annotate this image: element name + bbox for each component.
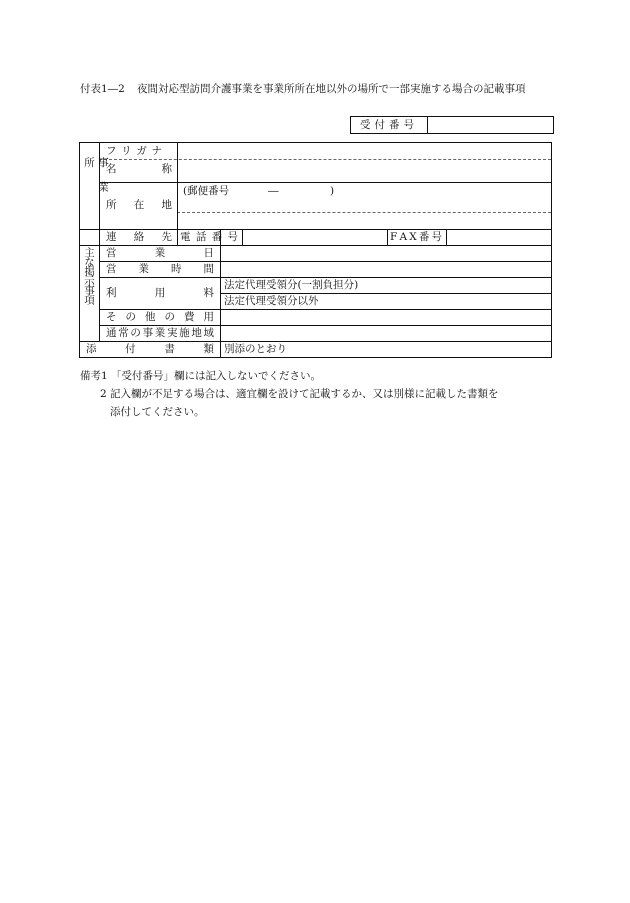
service-area-label: 通 常 の 事 業 実 施 地 域	[106, 327, 214, 339]
address-field[interactable]	[178, 183, 550, 229]
other-costs-label: そ の 他 の 費 用	[106, 311, 214, 323]
fee-label: 利 用 料	[106, 287, 214, 299]
form-title-text: 夜間対応型訪問介護事業を事業所所在地以外の場所で一部実施する場合の記載事項	[137, 83, 526, 95]
fee-row-insured: 法定代理受領分(一割負担分)	[224, 279, 359, 291]
furigana-field[interactable]	[178, 143, 550, 159]
receipt-number-field[interactable]	[429, 117, 551, 133]
postal-dash: ―	[268, 185, 279, 197]
attachment-value: 別添のとおり	[224, 343, 287, 355]
name-field[interactable]	[178, 160, 550, 182]
postal-prefix: (郵便番号	[183, 185, 230, 197]
note-2: 2 記入欄が不足する場合は、適宜欄を設けて記載するか、又は別様に記載した書類を	[100, 388, 499, 400]
receipt-number-box	[350, 116, 554, 134]
receipt-number-label: 受付番号	[351, 117, 428, 133]
note-1: 備考1 「受付番号」欄には記入しないでください。	[80, 370, 322, 382]
attachment-label: 添 付 書 類	[86, 343, 214, 355]
fee-row-other: 法定代理受領分以外	[224, 295, 319, 307]
form-table	[79, 142, 552, 358]
phone-label: 電 話 番 号	[180, 231, 238, 243]
contact-label: 連 絡 先	[106, 231, 172, 243]
furigana-label: フ リ ガ ナ	[106, 145, 162, 157]
form-number: 付表1―2	[80, 83, 125, 95]
address-label: 所 在 地	[106, 199, 172, 211]
main-items-section-label: 主な掲示事項	[83, 247, 95, 304]
postal-suffix: )	[330, 185, 335, 197]
business-days-label: 営 業 日	[106, 247, 214, 259]
note-2-continued: 添付してください。	[110, 406, 205, 418]
business-hours-label: 営 業 時 間	[106, 263, 214, 275]
fax-field[interactable]	[447, 230, 550, 245]
fax-label: F A X 番 号	[390, 231, 442, 243]
phone-field[interactable]	[243, 230, 386, 245]
office-section-label: 事業所	[83, 157, 109, 206]
name-label: 名 称	[106, 163, 172, 175]
